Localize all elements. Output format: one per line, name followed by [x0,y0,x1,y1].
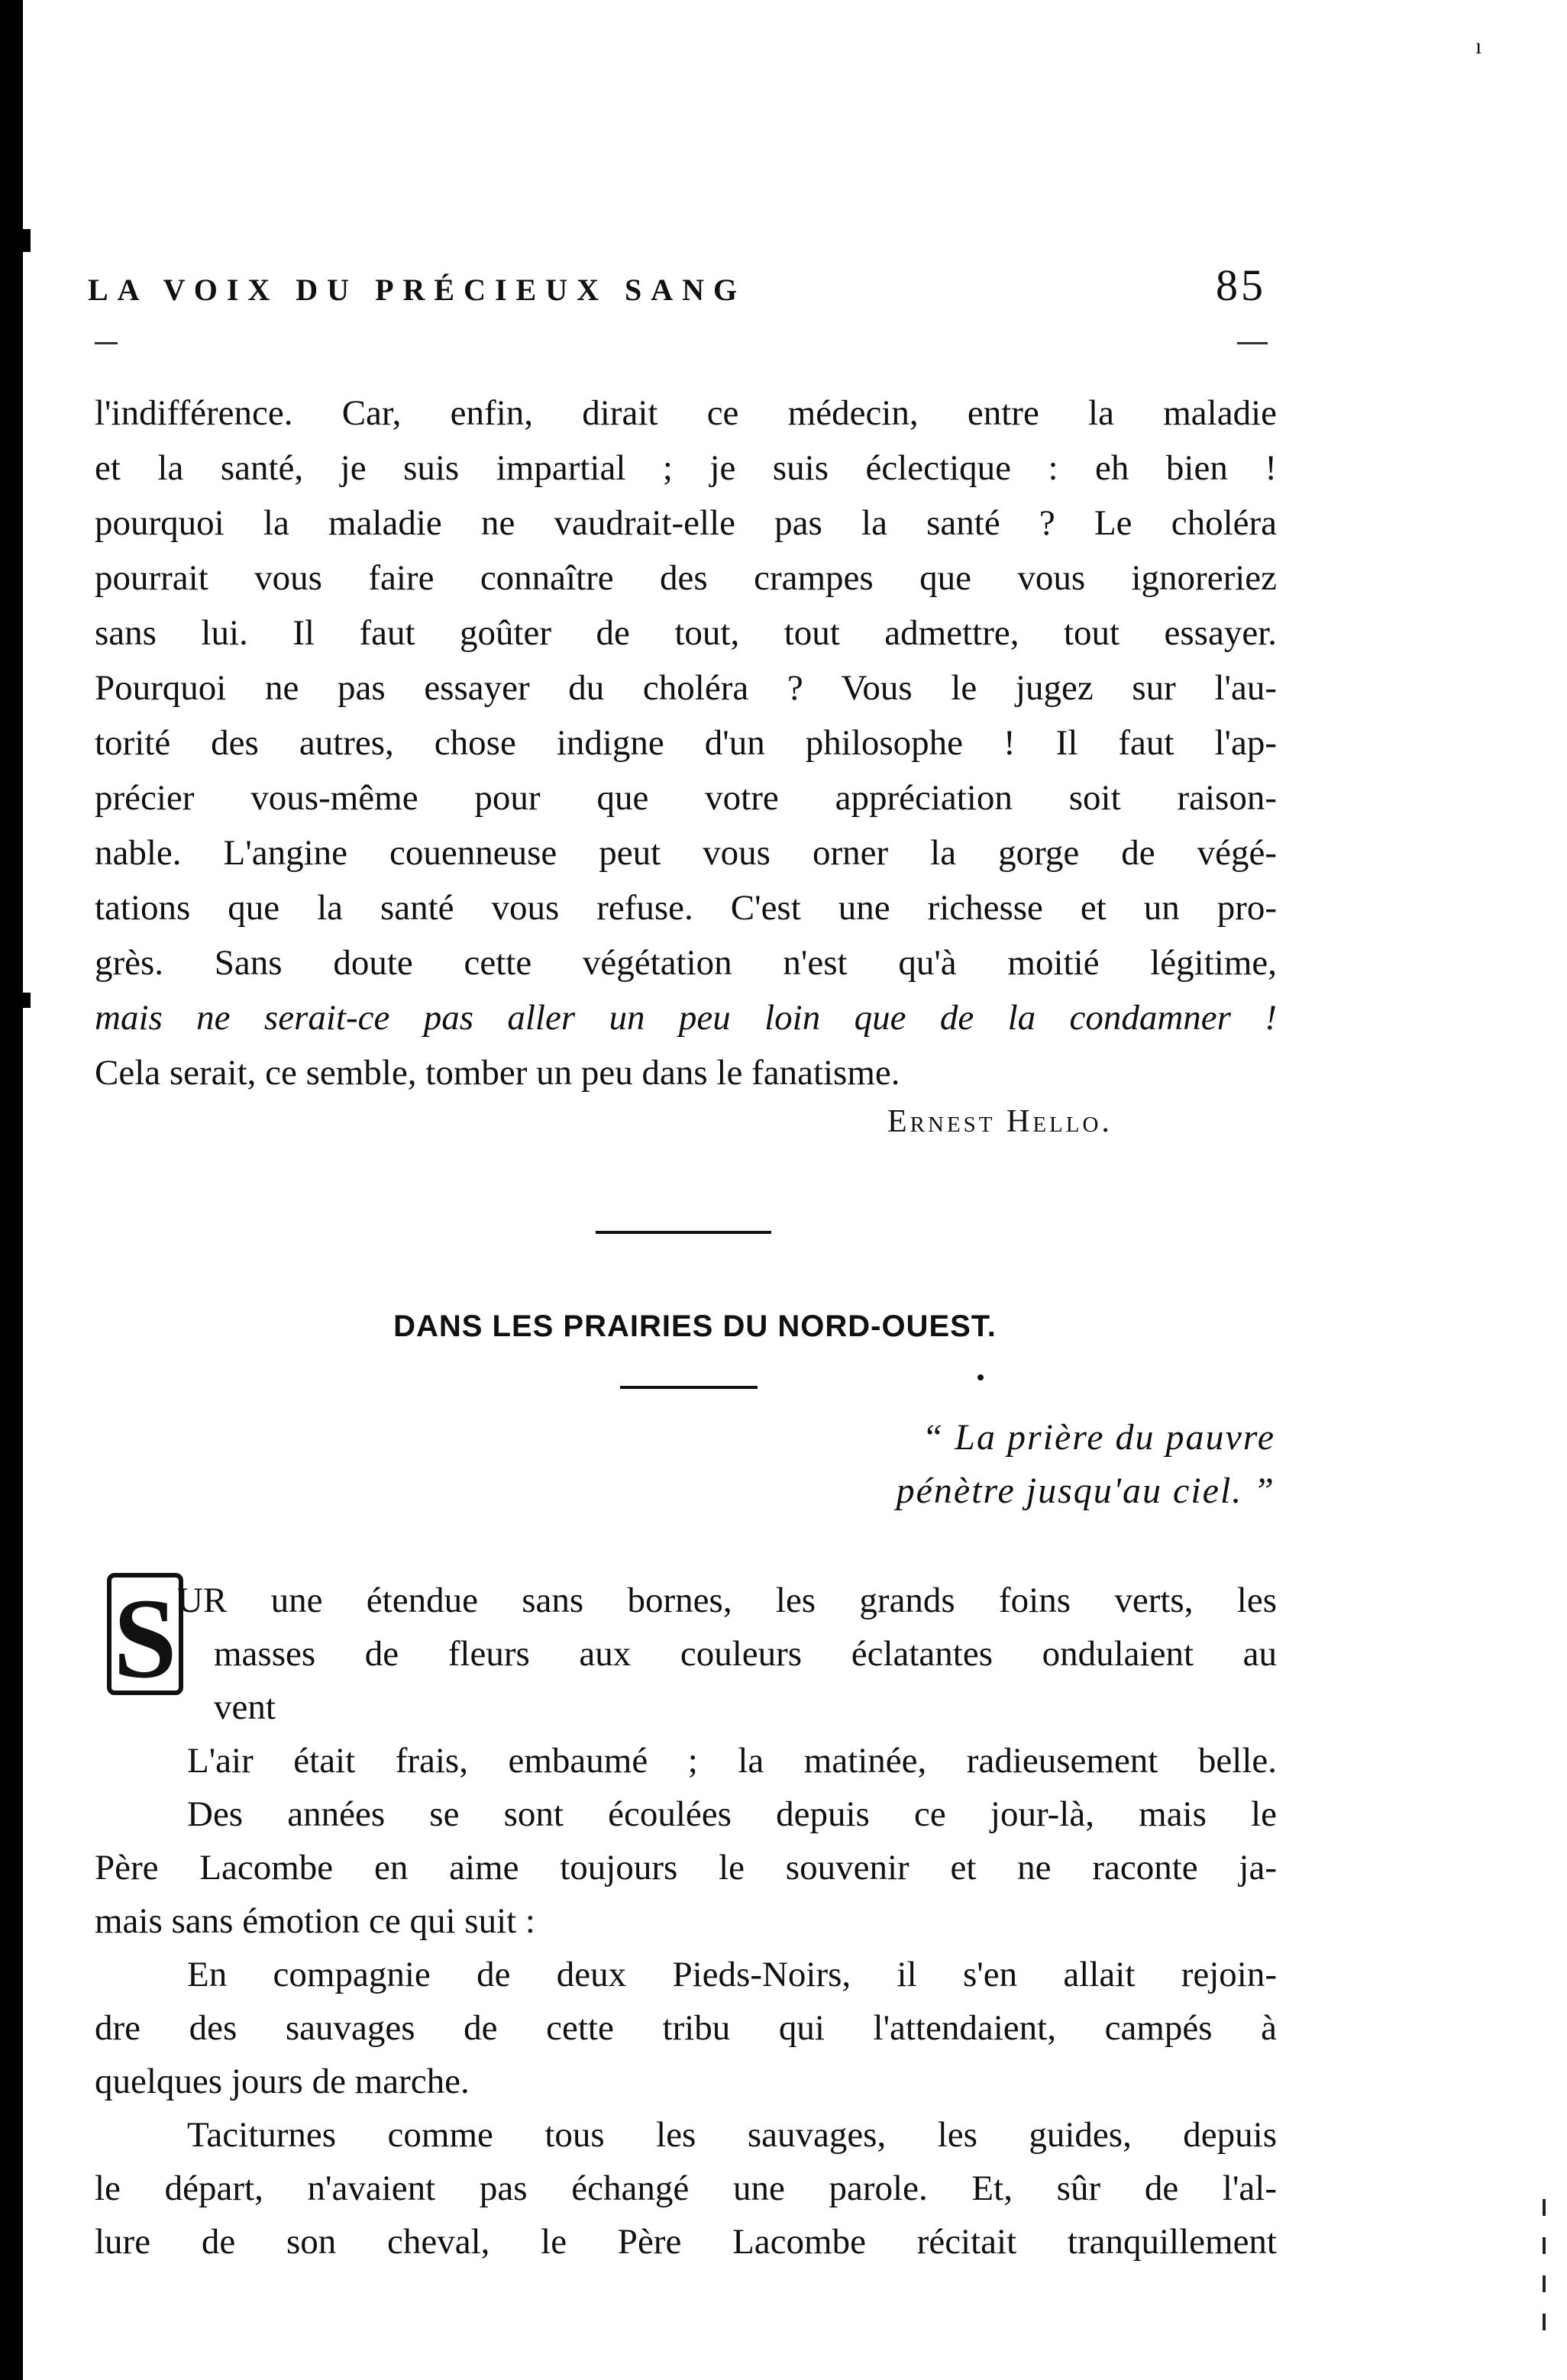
excerpt-line: l'indifférence. Car, enfin, dirait ce médecin, entre la maladie [95,393,1277,433]
head-dash-left [95,342,118,344]
section-rule [596,1231,771,1234]
article-line: le départ, n'avaient pas échangé une parole. Et, sûr de l'al- [95,2168,1277,2208]
article-line: Des années se sont écoulées depuis ce jour-là, mais le [187,1794,1277,1834]
excerpt-line: pourrait vous faire connaître des crampes que vous ignoreriez [95,558,1277,598]
article-line: vent [214,1687,276,1727]
excerpt-line: et la santé, je suis impartial ; je suis éclectique : eh bien ! [95,448,1277,488]
epigraph-line: pénètre jusqu'au ciel. ” [896,1471,1275,1511]
speck [977,1374,984,1381]
article-line: Père Lacombe en aime toujours le souvenir et ne raconte ja- [95,1848,1277,1888]
scan-margin-dash [1543,2237,1546,2254]
excerpt-line: grès. Sans doute cette végétation n'est qu'à moitié légitime, [95,943,1277,983]
epigraph-line: “ La prière du pauvre [922,1417,1275,1458]
corner-mark: ı [1475,34,1482,59]
article-line: dre des sauvages de cette tribu qui l'attendaient, campés à [95,2008,1277,2048]
excerpt-line: sans lui. Il faut goûter de tout, tout admettre, tout essayer. [95,613,1277,653]
scan-edge-tick [23,229,31,252]
excerpt-line: mais ne serait-ce pas aller un peu loin que de la condamner ! [95,998,1277,1038]
article-line: mais sans émotion ce qui suit : [95,1901,535,1941]
article-line: En compagnie de deux Pieds-Noirs, il s'en allait rejoin- [187,1955,1277,1994]
head-dash-right [1237,342,1268,344]
article-line: Taciturnes comme tous les sauvages, les guides, depuis [187,2115,1277,2155]
excerpt-line: pourquoi la maladie ne vaudrait-elle pas la santé ? Le choléra [95,503,1277,543]
title-rule [620,1386,758,1389]
author-signature: Ernest Hello. [887,1104,1113,1139]
excerpt-line: précier vous-même pour que votre appréciation soit raison- [95,778,1277,818]
excerpt-line: Pourquoi ne pas essayer du choléra ? Vous le jugez sur l'au- [95,668,1277,708]
article-line: UR une étendue sans bornes, les grands foins verts, les [177,1581,1277,1620]
excerpt-line: torité des autres, chose indigne d'un philosophe ! Il faut l'ap- [95,723,1277,763]
scan-edge-bar [0,0,23,2380]
scan-margin-dash [1543,2314,1546,2330]
scan-edge-tick [23,993,31,1008]
excerpt-line: Cela serait, ce semble, tomber un peu dans le fanatisme. [95,1053,900,1093]
article-title: DANS LES PRAIRIES DU NORD-OUEST. [393,1309,997,1343]
running-head: LA VOIX DU PRÉCIEUX SANG [88,273,747,307]
article-line: L'air était frais, embaumé ; la matinée, radieusement belle. [187,1741,1277,1781]
scan-margin-dash [1543,2275,1546,2292]
drop-cap: S [107,1573,183,1695]
article-line: lure de son cheval, le Père Lacombe récitait tranquillement [95,2222,1277,2262]
excerpt-line: tations que la santé vous refuse. C'est une richesse et un pro- [95,888,1277,928]
article-line: quelques jours de marche. [95,2062,470,2101]
page-number: 85 [1216,260,1266,310]
scan-margin-dash [1543,2199,1546,2216]
article-line: masses de fleurs aux couleurs éclatantes ondulaient au [214,1634,1277,1674]
excerpt-line: nable. L'angine couenneuse peut vous orner la gorge de végé- [95,833,1277,873]
